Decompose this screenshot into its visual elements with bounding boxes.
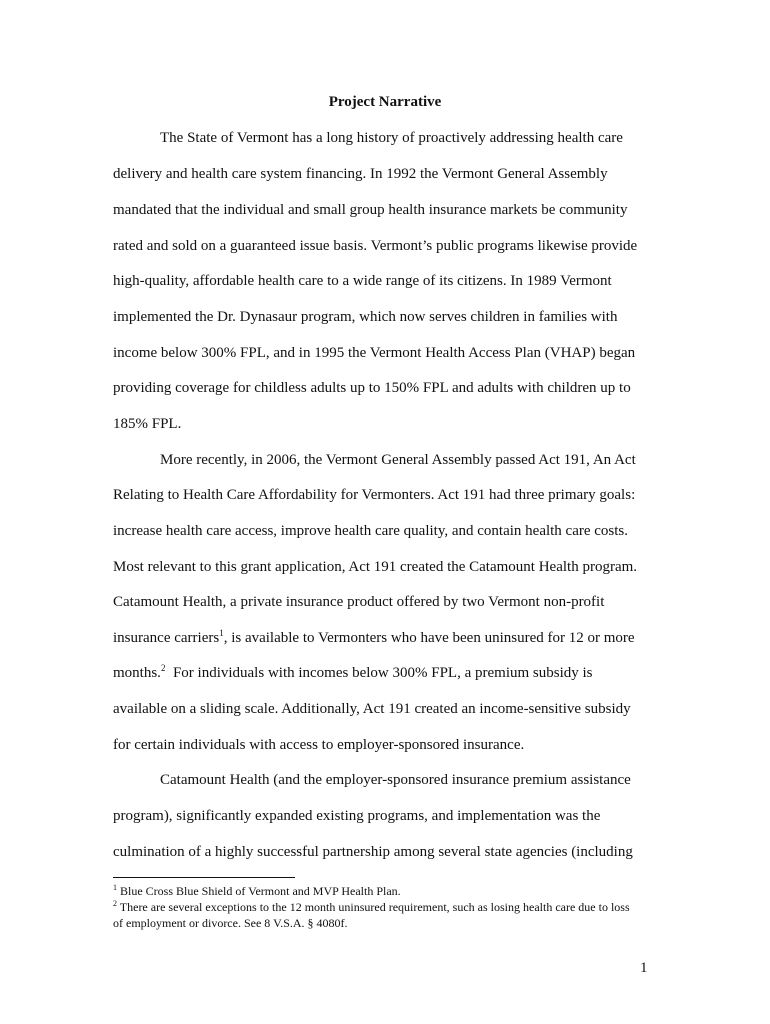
text-span: , is available to Vermonters who have been uninsured for 12 or more: [223, 630, 635, 646]
paragraph-2-line-9: for certain individuals with access to employer-sponsored insurance.: [113, 737, 525, 753]
paragraph-2-line-5: Catamount Health, a private insurance product offered by two Vermont non-profit: [113, 594, 605, 610]
paragraph-2-line-3: increase health care access, improve health care quality, and contain health care costs.: [113, 523, 629, 539]
paragraph-1-line-2: delivery and health care system financing. In 1992 the Vermont General Assembly: [113, 166, 608, 182]
paragraph-1-line-3: mandated that the individual and small group health insurance markets be community: [113, 202, 628, 218]
footnote-2: [113, 900, 630, 915]
paragraph-1-line-9: 185% FPL.: [113, 416, 182, 432]
footnote-ref-2[interactable]: 2: [160, 663, 166, 673]
text-span: months.: [113, 665, 161, 681]
paragraph-2-line-1: More recently, in 2006, the Vermont General Assembly passed Act 191, An Act: [160, 452, 636, 468]
footnote-1-number: 1: [113, 883, 117, 892]
paragraph-1-line-5: high-quality, affordable health care to a wide range of its citizens. In 1989 Vermont: [113, 273, 612, 289]
paragraph-1-line-1: The State of Vermont has a long history of proactively addressing health care: [160, 130, 623, 146]
page-number: 1: [640, 960, 648, 976]
text-span: For individuals with incomes below 300% FPL, a premium subsidy is: [165, 665, 593, 681]
footnote-separator: [113, 877, 295, 878]
footnote-ref-1[interactable]: 1: [219, 628, 224, 638]
paragraph-2-line-8: available on a sliding scale. Additionally, Act 191 created an income-sensitive subsidy: [113, 701, 631, 717]
paragraph-1-line-7: income below 300% FPL, and in 1995 the Vermont Health Access Plan (VHAP) began: [113, 345, 636, 361]
text-span: insurance carriers: [113, 630, 220, 646]
footnote-1: [113, 884, 401, 899]
footnote-2-text: There are several exceptions to the 12 month uninsured requirement, such as losing health care due to loss: [117, 900, 630, 914]
paragraph-2-line-6: [113, 628, 635, 648]
paragraph-1-line-4: rated and sold on a guaranteed issue basis. Vermont’s public programs likewise provide: [113, 238, 638, 254]
paragraph-2-line-2: Relating to Health Care Affordability for Vermonters. Act 191 had three primary goals:: [113, 487, 636, 503]
footnote-1-text: Blue Cross Blue Shield of Vermont and MVP Health Plan.: [117, 884, 401, 898]
footnote-2-continued: of employment or divorce. See 8 V.S.A. § 4080f.: [113, 916, 348, 930]
paragraph-3-line-2: program), significantly expanded existing programs, and implementation was the: [113, 808, 601, 824]
paragraph-3-line-1: Catamount Health (and the employer-sponsored insurance premium assistance: [160, 772, 631, 788]
page-title: Project Narrative: [328, 94, 442, 110]
paragraph-2-line-4: Most relevant to this grant application, Act 191 created the Catamount Health program.: [113, 559, 638, 575]
paragraph-2-line-7: [113, 663, 593, 683]
paragraph-1-line-6: implemented the Dr. Dynasaur program, which now serves children in families with: [113, 309, 618, 325]
paragraph-3-line-3: culmination of a highly successful partnership among several state agencies (including: [113, 844, 633, 860]
footnote-2-number: 2: [113, 899, 117, 908]
paragraph-1-line-8: providing coverage for childless adults up to 150% FPL and adults with children up to: [113, 380, 631, 396]
